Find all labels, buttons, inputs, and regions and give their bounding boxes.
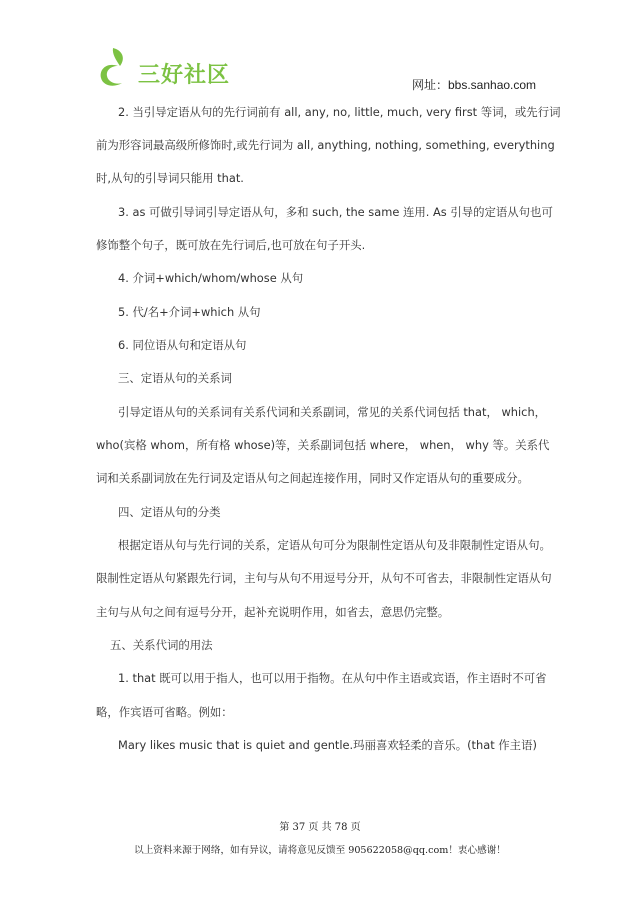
list-item: 6. 同位语从句和定语从句 — [118, 338, 247, 352]
paragraph-line: 2. 当引导定语从句的先行词前有 all, any, no, little, much, very first 等词，或先行词 — [118, 105, 561, 119]
paragraph-line: 引导定语从句的关系词有关系代词和关系副词，常见的关系代词包括 that， which， — [118, 405, 547, 419]
leaf-logo-icon — [96, 44, 134, 90]
paragraph-line: 时,从句的引导词只能用 that. — [96, 171, 244, 185]
page-number: 第 37 页 共 78 页 — [279, 822, 361, 833]
section-heading: 四、定语从句的分类 — [118, 505, 221, 519]
section-heading: 三、定语从句的关系词 — [118, 371, 232, 385]
paragraph-line: 前为形容词最高级所修饰时,或先行词为 all, anything, nothing, something, everything — [96, 138, 555, 152]
paragraph-line: 1. that 既可以用于指人，也可以用于指物。在从句中作主语或宾语，作主语时不可省 — [118, 671, 547, 685]
paragraph-line: 主句与从句之间有逗号分开，起补充说明作用，如省去，意思仍完整。 — [96, 605, 450, 619]
paragraph-line: 3. as 可做引导词引导定语从句，多和 such, the same 连用. As 引导的定语从句也可 — [118, 205, 553, 219]
paragraph-line: who(宾格 whom，所有格 whose)等，关系副词包括 where， when， why 等。关系代 — [96, 438, 550, 452]
logo — [96, 44, 230, 90]
paragraph-line: 略，作宾语可省略。例如： — [96, 705, 233, 719]
site-url: 网址：bbs.sanhao.com — [412, 78, 537, 92]
paragraph-line: 词和关系副词放在先行词及定语从句之间起连接作用，同时又作定语从句的重要成分。 — [96, 471, 529, 485]
paragraph-line: 根据定语从句与先行词的关系，定语从句可分为限制性定语从句及非限制性定语从句。 — [118, 538, 551, 552]
section-heading: 五、关系代词的用法 — [110, 638, 213, 652]
logo-text: 三好社区 — [138, 62, 231, 88]
list-item: 5. 代/名+介词+which 从句 — [118, 305, 261, 319]
paragraph-line: 限制性定语从句紧跟先行词，主句与从句不用逗号分开，从句不可省去，非限制性定语从句 — [96, 571, 552, 585]
footer-note: 以上资料来源于网络，如有异议，请将意见反馈至 905622058@qq.com！衷心感谢！ — [134, 845, 506, 856]
list-item: 4. 介词+which/whom/whose 从句 — [118, 271, 304, 285]
paragraph-line: 修饰整个句子，既可放在先行词后,也可放在句子开头. — [96, 238, 366, 252]
example-sentence: Mary likes music that is quiet and gentle.玛丽喜欢轻柔的音乐。(that 作主语) — [118, 738, 537, 752]
